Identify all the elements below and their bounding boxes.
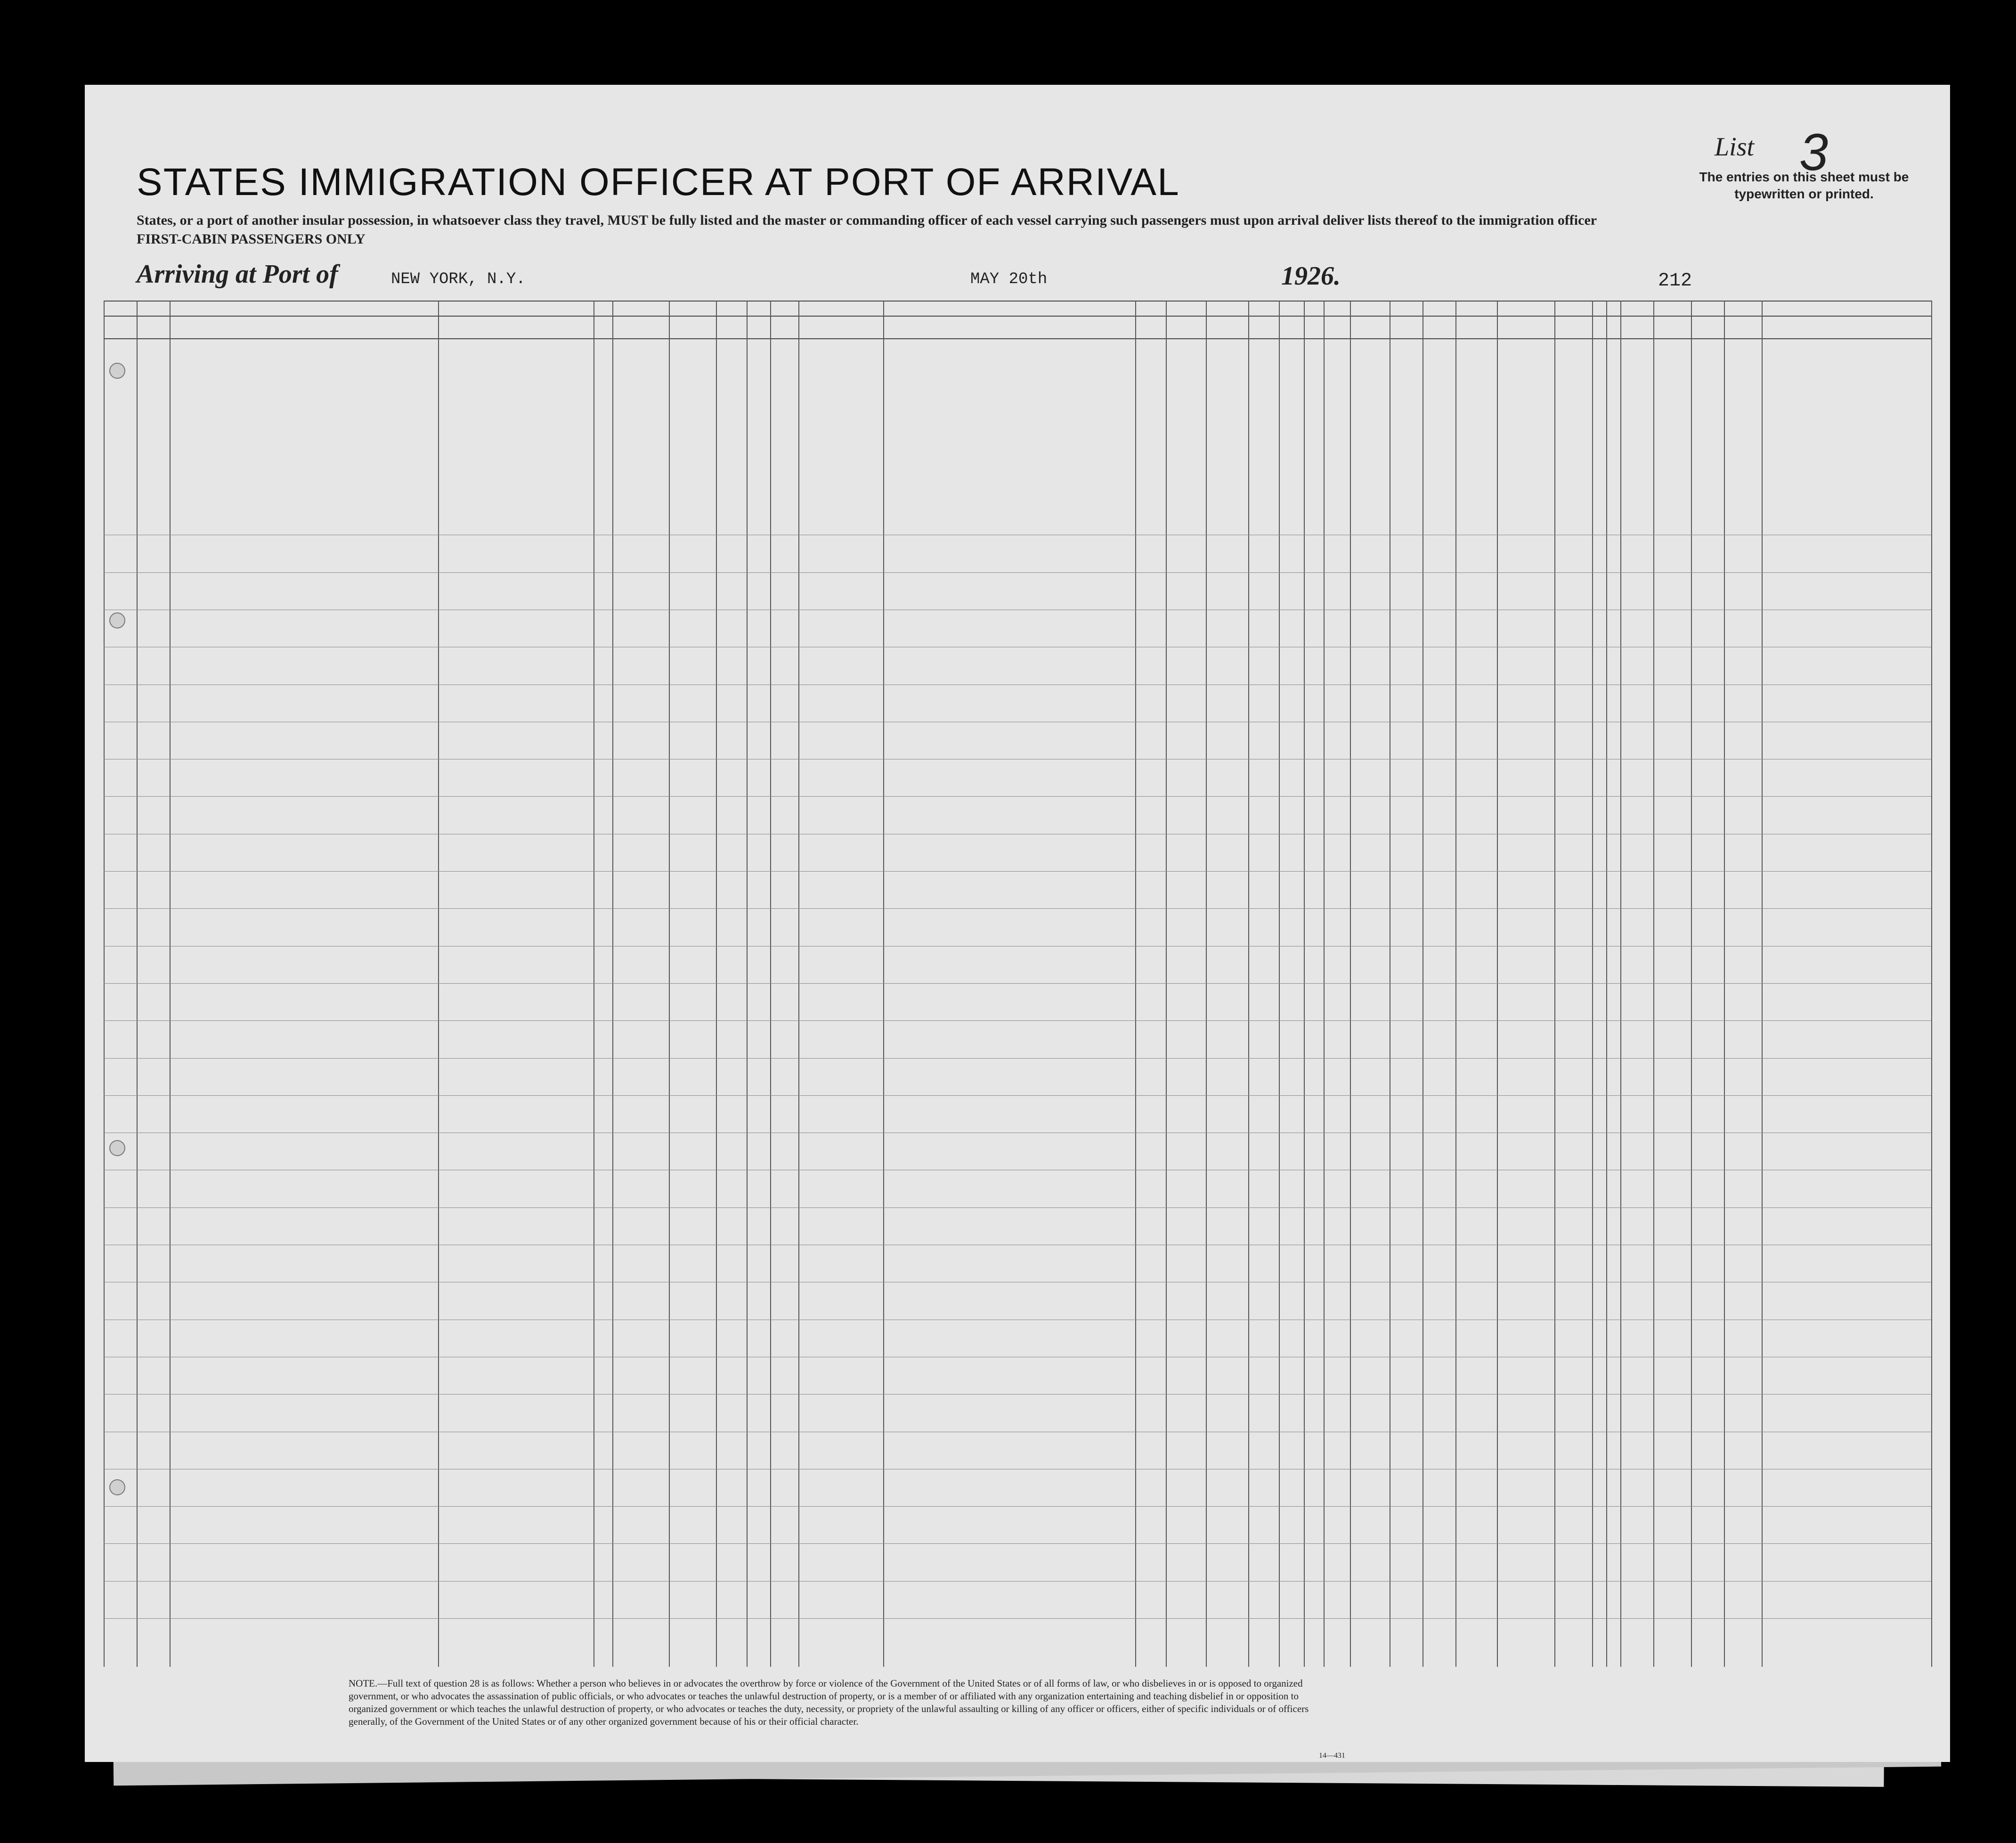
column-rule: [1206, 301, 1207, 1667]
column-rule: [1592, 301, 1593, 1667]
footnote: NOTE.—Full text of question 28 is as follows: Whether a person who believes in or advocates the overthrow by force or violence of the Government of the United States or of all forms of law, or who disbelieves in or is opposed to organized government, or who advocates the assassination of public officials, or who advocates or teaches the unlawful destruction of property, or is a member of or affiliated with any organization entertaining and teaching disbelief in or opposition to organized government or which teaches the unlawful destruction of property, or who advocates or teaches the duty, necessity, or propriety of the unlawful assaulting or killing of any officer or officers, either of specific individuals or of officers generally, of the Government of the United States or of any other organized government because of his or their official character.: [349, 1678, 1309, 1727]
row-rule: [104, 572, 1931, 573]
row-rule: [104, 1543, 1931, 1544]
row-rule: [104, 1581, 1931, 1582]
row-rule: [104, 1020, 1931, 1021]
column-rule: [1691, 301, 1692, 1667]
column-rule: [137, 301, 138, 1667]
column-rule: [716, 301, 717, 1667]
column-rule: [1931, 301, 1932, 1667]
column-rule: [104, 301, 105, 1667]
sheet-number: 212: [1658, 270, 1692, 292]
arrival-port: NEW YORK, N.Y.: [391, 270, 526, 288]
arrival-year: 1926.: [1281, 261, 1341, 291]
row-rule: [104, 871, 1931, 872]
column-rule: [770, 301, 771, 1667]
column-rule: [1455, 301, 1456, 1667]
column-rule: [1324, 301, 1325, 1667]
row-rule: [104, 1207, 1931, 1208]
punch-hole: [109, 363, 125, 379]
row-rule: [104, 1618, 1931, 1619]
list-number: 3: [1799, 123, 1829, 181]
row-rule: [104, 1058, 1931, 1059]
column-rule: [1248, 301, 1249, 1667]
row-rule: [104, 983, 1931, 984]
punch-hole: [109, 1479, 125, 1495]
column-rule: [170, 301, 171, 1667]
form-code: 14—431: [1319, 1752, 1345, 1760]
column-rule: [593, 301, 594, 1667]
column-rule: [1350, 301, 1351, 1667]
row-rule: [104, 796, 1931, 797]
column-rule: [798, 301, 799, 1667]
rule-line: [104, 338, 1931, 339]
row-rule: [104, 1095, 1931, 1096]
arriving-label: Arriving at Port of: [137, 260, 338, 289]
column-rule: [1606, 301, 1607, 1667]
punch-hole: [109, 1140, 125, 1156]
list-label: List: [1715, 132, 1755, 162]
column-rule: [883, 301, 884, 1667]
row-rule: [104, 1506, 1931, 1507]
page-title: STATES IMMIGRATION OFFICER AT PORT OF ARRIVAL: [137, 161, 1180, 204]
manifest-sheet: [85, 85, 1950, 1762]
punch-hole: [109, 612, 125, 628]
column-rule: [747, 301, 748, 1667]
column-rule: [1135, 301, 1136, 1667]
column-rule: [1554, 301, 1555, 1667]
column-rule: [1724, 301, 1725, 1667]
column-rule: [1762, 301, 1763, 1667]
arrival-date: MAY 20th: [970, 270, 1048, 288]
rule-line: [104, 316, 1931, 317]
column-rule: [1304, 301, 1305, 1667]
subtitle-line: States, or a port of another insular possession, in whatsoever class they travel, MUST be fully listed and the master or commanding officer of each vessel carrying such passengers must upon arrival deliver lists thereof to the immigration officer: [137, 212, 1597, 228]
column-rule: [1166, 301, 1167, 1667]
page-subtitle: [137, 211, 1597, 249]
column-rule: [438, 301, 439, 1667]
column-rule: [1620, 301, 1621, 1667]
row-rule: [104, 908, 1931, 909]
entries-note: The entries on this sheet must be typewritten or printed.: [1699, 170, 1909, 201]
column-rule: [669, 301, 670, 1667]
column-rule: [1497, 301, 1498, 1667]
column-rule: [1653, 301, 1654, 1667]
column-rule: [1279, 301, 1280, 1667]
rule-line: [104, 301, 1931, 302]
subtitle-line: FIRST-CABIN PASSENGERS ONLY: [137, 231, 366, 247]
column-rule: [612, 301, 613, 1667]
